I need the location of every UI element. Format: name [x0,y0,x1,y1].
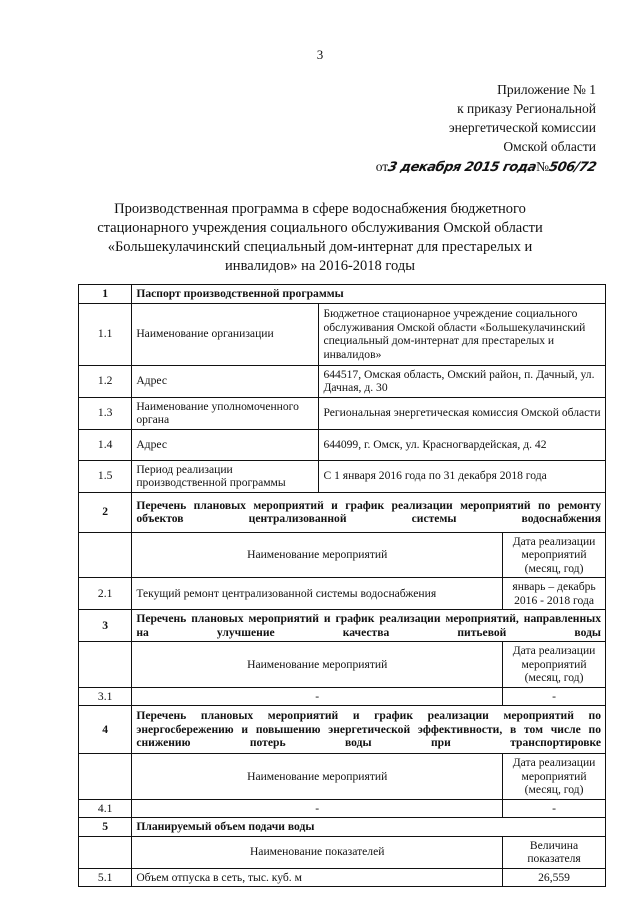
section-title: Паспорт производственной программы [132,285,606,304]
row-name: - [132,799,503,818]
table-row [79,429,606,460]
section-title: Перечень плановых мероприятий и график реализации мероприятий по ремонту объектов централизованной системы водоснабжения [132,492,606,532]
row-number: 1.4 [79,429,132,460]
empty-cell [79,836,132,868]
column-header-row [79,642,606,688]
row-name: Текущий ремонт централизованной системы водоснабжения [132,578,503,610]
row-value: Региональная энергетическая комиссия Омской области [319,397,606,429]
row-value: Бюджетное стационарное учреждение социального обслуживания Омской области «Большекулачинский специальный дом-интернат для престарелых и инвалидов» [319,303,606,365]
program-table [78,284,606,887]
document-title: Производственная программа в сфере водоснабжения бюджетного стационарного учреждения социального обслуживания Омской области «Большекулачинский специальный дом-интернат для престарелых и инвалидов» на 2016-2018 годы [97,201,543,274]
column-header-row [79,754,606,800]
annex-block [376,80,596,177]
table-row [79,799,606,818]
section-title: Перечень плановых мероприятий и график реализации мероприятий, направленных на улучшение качества питьевой воды [132,610,606,642]
section-header-row [79,492,606,532]
section-number: 5 [79,818,132,837]
handwritten-date: 3 декабря 2015 года [386,160,538,175]
empty-cell [79,532,132,578]
row-date: январь – декабрь 2016 - 2018 года [503,578,606,610]
annex-line: энергетической комиссии [448,120,596,135]
row-number: 1.5 [79,460,132,492]
column-header-value: Величина показателя [503,836,606,868]
section-header-row [79,610,606,642]
section-header-row [79,706,606,754]
row-number: 2.1 [79,578,132,610]
column-header-date: Дата реализации мероприятий (месяц, год) [503,642,606,688]
row-number: 4.1 [79,799,132,818]
annex-line: Омской области [503,139,596,154]
column-header-name: Наименование мероприятий [132,754,503,800]
row-label: Наименование организации [132,303,319,365]
row-number: 1.2 [79,365,132,397]
section-number: 2 [79,492,132,532]
table-row [79,365,606,397]
column-header-name: Наименование мероприятий [132,532,503,578]
row-label: Наименование уполномоченного органа [132,397,319,429]
column-header-name: Наименование мероприятий [132,642,503,688]
row-date: - [503,687,606,706]
column-header-row [79,836,606,868]
row-number: 1.3 [79,397,132,429]
number-prefix: № [536,159,550,174]
section-title: Перечень плановых мероприятий и график реализации мероприятий по энергосбережению и повышению энергетической эффективности, в том числе по снижению потерь воды при транспортировке [132,706,606,754]
table-row [79,868,606,887]
row-value: 644099, г. Омск, ул. Красногвардейская, д. 42 [319,429,606,460]
section-number: 4 [79,706,132,754]
row-label: Адрес [132,429,319,460]
page-number: 3 [316,47,324,62]
table-row [79,397,606,429]
row-name: - [132,687,503,706]
annex-line: Приложение № 1 [497,82,596,97]
column-header-name: Наименование показателей [132,836,503,868]
section-number: 1 [79,285,132,304]
handwritten-number: 506/72 [547,160,598,175]
table-row [79,303,606,365]
row-date: - [503,799,606,818]
column-header-date: Дата реализации мероприятий (месяц, год) [503,754,606,800]
row-label: Период реализации производственной программы [132,460,319,492]
row-number: 1.1 [79,303,132,365]
annex-date-line [376,157,596,177]
date-prefix: от [375,159,389,174]
empty-cell [79,642,132,688]
row-value: С 1 января 2016 года по 31 декабря 2018 года [319,460,606,492]
column-header-row [79,532,606,578]
section-title: Планируемый объем подачи воды [132,818,606,837]
row-name: Объем отпуска в сеть, тыс. куб. м [132,868,503,887]
table-row [79,687,606,706]
annex-line: к приказу Региональной [457,101,596,116]
row-label: Адрес [132,365,319,397]
column-header-date: Дата реализации мероприятий (месяц, год) [503,532,606,578]
row-number: 5.1 [79,868,132,887]
section-number: 3 [79,610,132,642]
table-row [79,578,606,610]
row-value: 644517, Омская область, Омский район, п. Дачный, ул. Дачная, д. 30 [319,365,606,397]
section-header-row [79,818,606,837]
table-row [79,460,606,492]
row-number: 3.1 [79,687,132,706]
empty-cell [79,754,132,800]
row-value: 26,559 [503,868,606,887]
section-header-row [79,285,606,304]
